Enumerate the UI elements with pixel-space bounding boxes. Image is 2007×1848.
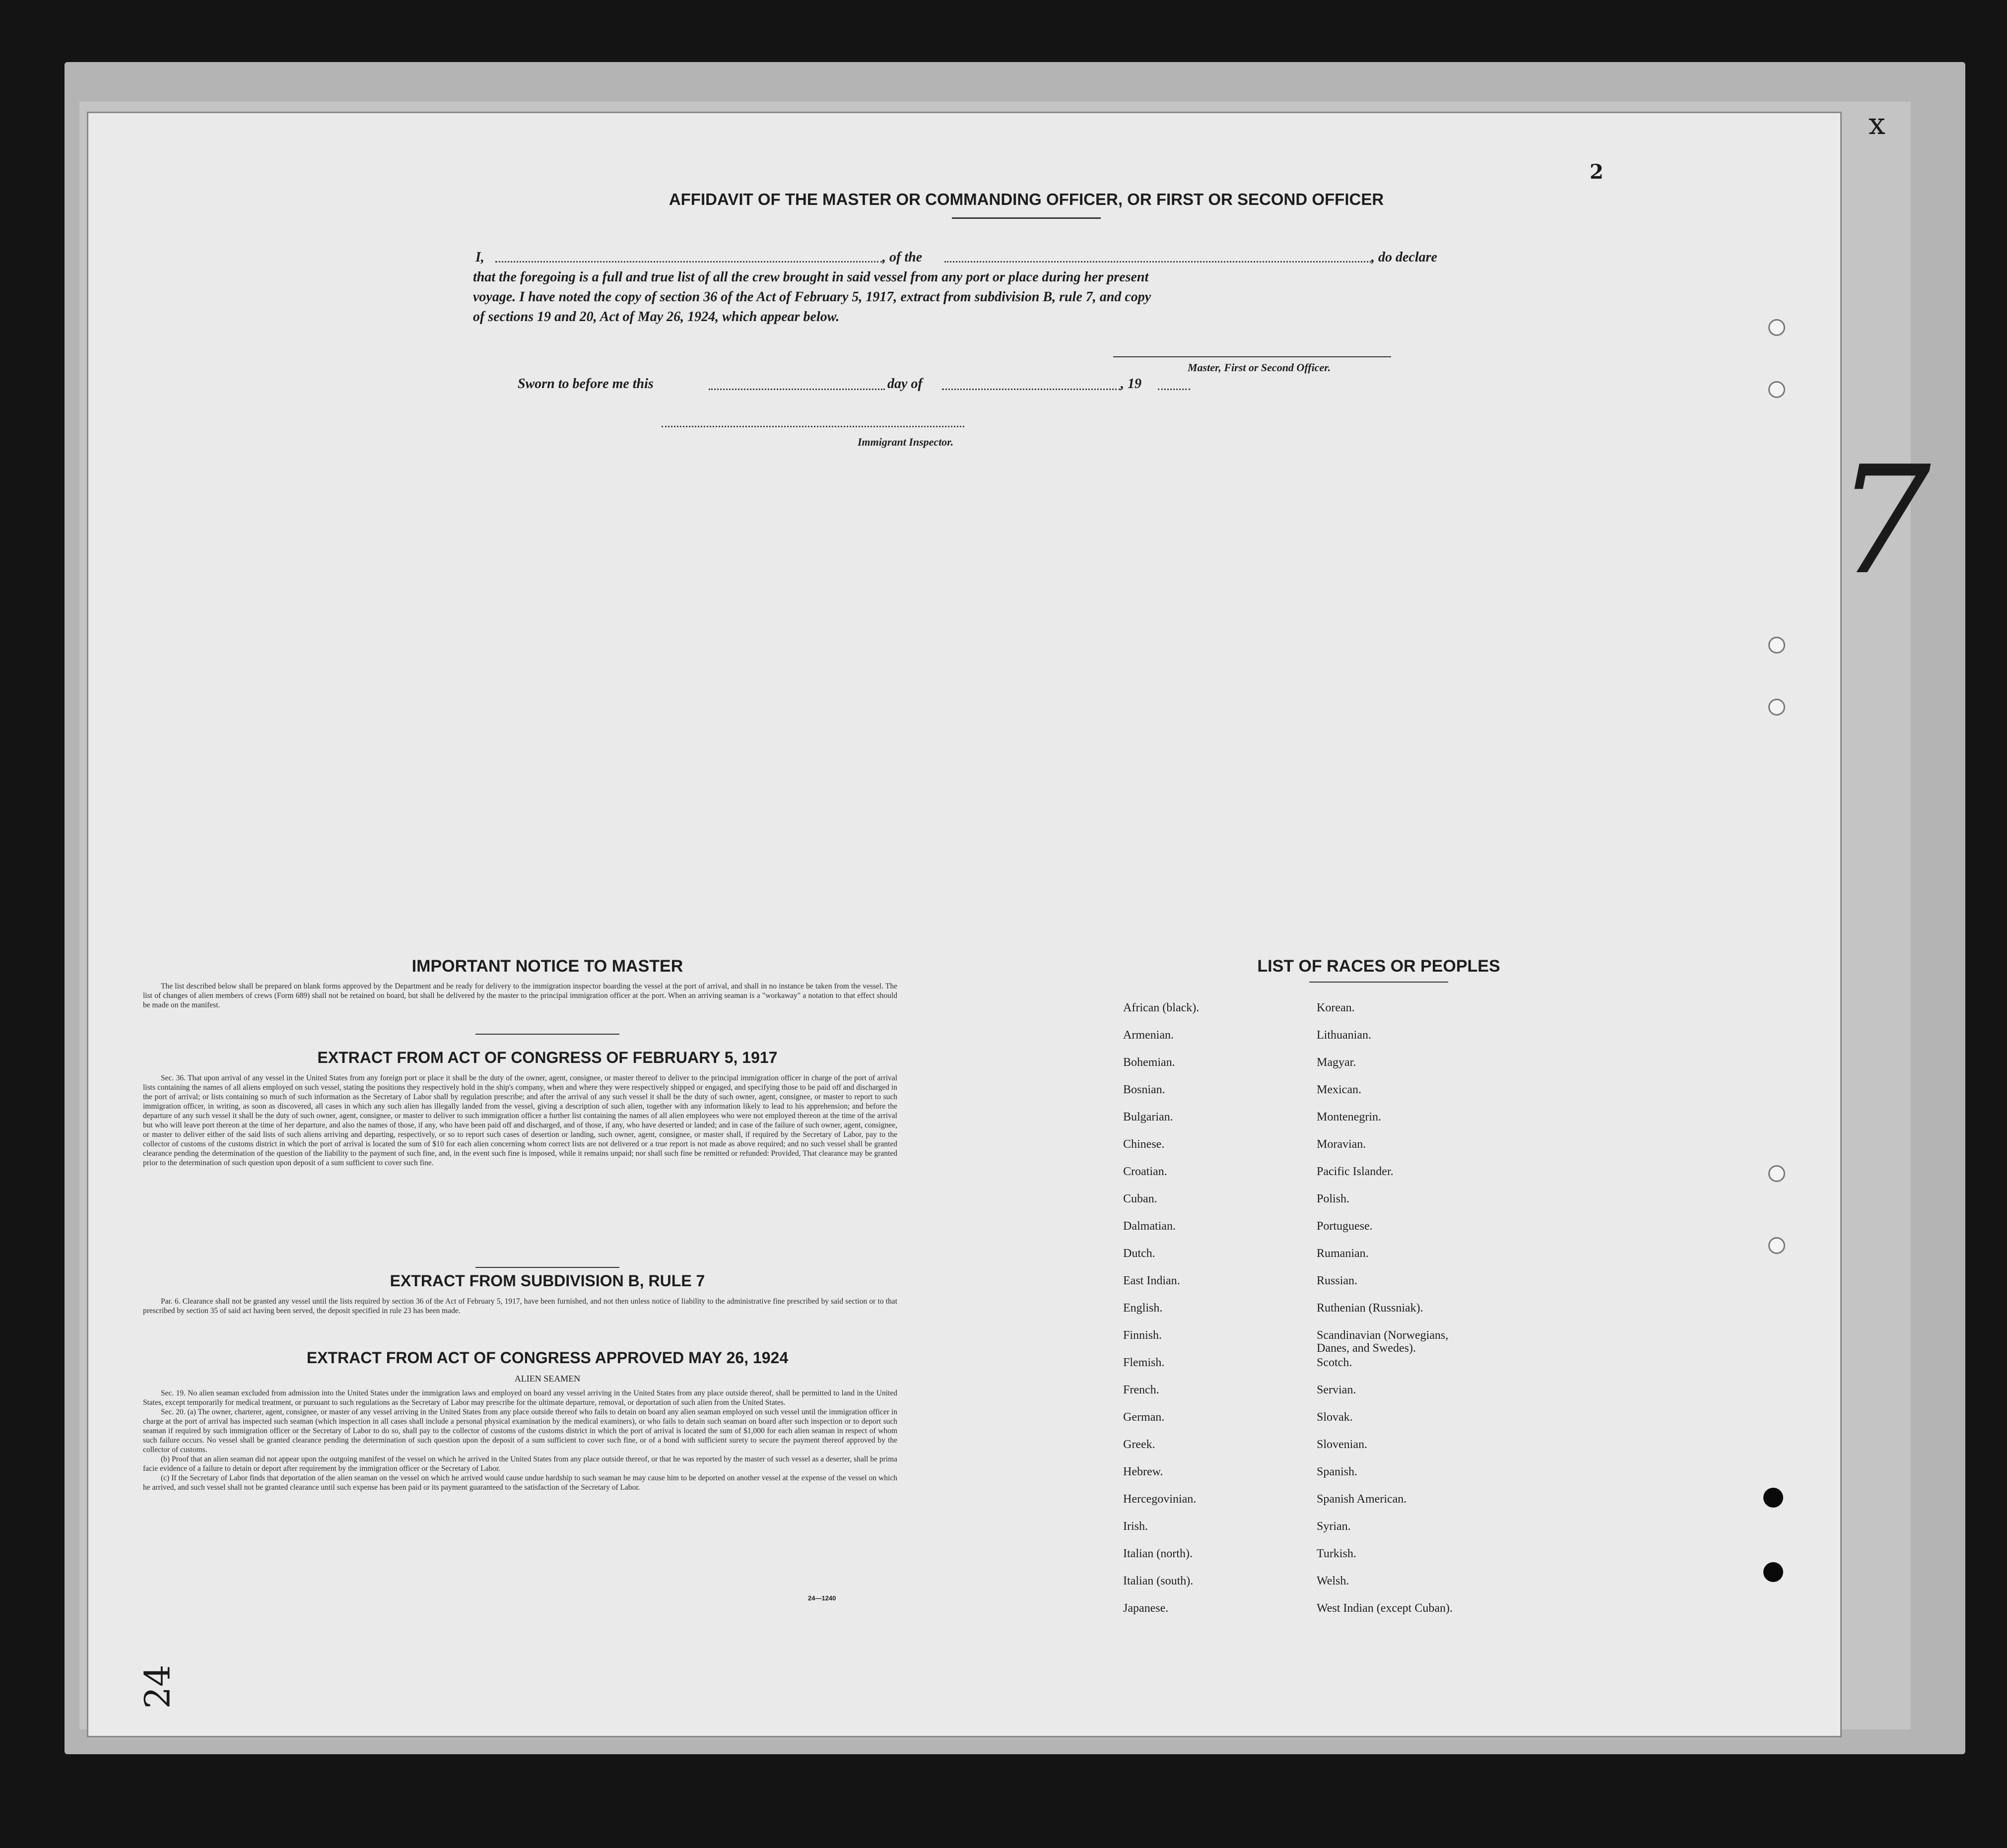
race-item: West Indian (except Cuban). bbox=[1317, 1602, 1453, 1615]
race-item: Croatian. bbox=[1123, 1165, 1167, 1178]
race-item: Hebrew. bbox=[1123, 1465, 1163, 1478]
notice-title: IMPORTANT NOTICE TO MASTER bbox=[411, 957, 683, 976]
affidavit-title: AFFIDAVIT OF THE MASTER OR COMMANDING OFFICER, OR FIRST OR SECOND OFFICER bbox=[669, 190, 1384, 208]
master-signature-line[interactable] bbox=[1113, 356, 1391, 357]
binder-hole bbox=[1768, 319, 1785, 336]
affidavit-page bbox=[87, 112, 1842, 1737]
affidavit-declare: , do declare bbox=[1371, 250, 1437, 265]
race-item: Italian (north). bbox=[1123, 1547, 1193, 1560]
sworn-day-of: day of bbox=[887, 376, 923, 392]
races-left-column bbox=[1123, 1001, 1199, 1629]
extract-1917-title: EXTRACT FROM ACT OF CONGRESS OF FEBRUARY 5, 1917 bbox=[317, 1049, 778, 1066]
race-item: Scotch. bbox=[1317, 1356, 1352, 1369]
extract-1917-body bbox=[143, 1073, 897, 1168]
race-item: Japanese. bbox=[1123, 1602, 1169, 1615]
race-item: French. bbox=[1123, 1384, 1159, 1396]
race-item: East Indian. bbox=[1123, 1274, 1180, 1287]
inspector-label: Immigrant Inspector. bbox=[858, 436, 954, 448]
notice-body bbox=[143, 982, 897, 1010]
race-item: Turkish. bbox=[1317, 1547, 1356, 1560]
race-item: Russian. bbox=[1317, 1274, 1358, 1287]
race-item: Servian. bbox=[1317, 1384, 1356, 1396]
affidavit-line-4: of sections 19 and 20, Act of May 26, 1924, which appear below. bbox=[473, 309, 840, 325]
binder-hole bbox=[1768, 699, 1785, 716]
race-item: Slovak. bbox=[1317, 1411, 1353, 1424]
margin-handwritten-number: 24 bbox=[137, 1664, 178, 1709]
officer-name-blank[interactable] bbox=[495, 261, 882, 263]
race-item: Chinese. bbox=[1123, 1138, 1165, 1151]
affidavit-title-rule bbox=[952, 217, 1101, 219]
race-item: English. bbox=[1123, 1302, 1163, 1315]
race-item: Bohemian. bbox=[1123, 1056, 1175, 1069]
sworn-year: , 19 bbox=[1121, 376, 1141, 392]
alien-seamen-subtitle: ALIEN SEAMEN bbox=[514, 1374, 581, 1384]
races-title-rule bbox=[1309, 982, 1448, 983]
master-signature-label: Master, First or Second Officer. bbox=[1188, 361, 1331, 374]
sworn-month-blank[interactable] bbox=[942, 389, 1121, 390]
race-item: Flemish. bbox=[1123, 1356, 1165, 1369]
race-item: Slovenian. bbox=[1317, 1438, 1367, 1451]
race-item: Magyar. bbox=[1317, 1056, 1356, 1069]
race-item: African (black). bbox=[1123, 1001, 1200, 1014]
notice-paragraph: The list described below shall be prepared on blank forms approved by the Department and be ready for delivery to the immigration inspector boarding the vessel at the port of arrival, and shall in no instance be taken from the vessel. The list of changes of alien members of crews (Form 689) shall not be retained on board, but shall be delivered by the master to the principal immigration officer at the port. When an arriving seaman is a "workaway" a notation to that effect should be made on the manifest. bbox=[143, 982, 897, 1009]
race-item: Syrian. bbox=[1317, 1520, 1351, 1533]
binder-hole bbox=[1768, 1165, 1785, 1182]
extract-1924-title: EXTRACT FROM ACT OF CONGRESS APPROVED MAY 26, 1924 bbox=[306, 1349, 789, 1367]
race-item: Irish. bbox=[1123, 1520, 1148, 1533]
race-item: Italian (south). bbox=[1123, 1575, 1194, 1587]
section-19-paragraph: Sec. 19. No alien seaman excluded from admission into the United States under the immigration laws and employed on board any vessel arriving in the United States from any place outside thereof, shall be permitted to land in the United States, except temporarily for medical treatment, or pursuant to such regulations as the Secretary of Labor may prescribe for the ultimate departure, removal, or deportation of such alien from the United States. bbox=[143, 1389, 897, 1407]
punched-hole bbox=[1763, 1488, 1783, 1508]
section-20b-paragraph: (b) Proof that an alien seaman did not appear upon the outgoing manifest of the vessel on which he arrived in the United States from any place outside thereof, or that he was reported by the master of such vessel as a deserter, shall be prima facie evidence of a failure to detain or deport after requirement by the immigration officer or the Secretary of Labor. bbox=[143, 1455, 897, 1473]
binder-hole bbox=[1768, 1237, 1785, 1254]
race-item: Portuguese. bbox=[1317, 1220, 1373, 1233]
vessel-name-blank[interactable] bbox=[944, 261, 1371, 263]
sworn-day-blank[interactable] bbox=[709, 389, 885, 390]
affidavit-line-3: voyage. I have noted the copy of section 36 of the Act of February 5, 1917, extract from subdivision B, rule 7, and copy bbox=[473, 289, 1151, 305]
inspector-signature-line[interactable] bbox=[662, 426, 964, 427]
race-item: Hercegovinian. bbox=[1123, 1493, 1197, 1506]
section-36-paragraph: Sec. 36. That upon arrival of any vessel in the United States from any foreign port or place it shall be the duty of the owner, agent, consignee, or master thereof to deliver to the principal immigration officer in charge of the port of arrival lists containing the names of all aliens employed on such vessel, stating the positions they respectively hold in the ship's company, when and where they were respectively shipped or engaged, and specifying those to be paid off and discharged in the port of arrival; or lists containing so much of such information as the Secretary of Labor shall by regulation prescribe; and after the arrival of any such vessel it shall be the duty of such owner, agent, consignee, or master to report to such immigration officer, in writing, as soon as discovered, all cases in which any such alien has illegally landed from the vessel, giving a description of such alien, together with any information likely to lead to his apprehension; and before the departure of any such vessel it shall be the duty of such owner, agent, consignee, or master to deliver to such immigration officer a further list containing the names of all alien employees who were not employed thereon at the time of the arrival but who will leave port thereon at the time of her departure, and also the names of those, if any, who have been paid off and discharged, and of those, if any, who have deserted or landed; and in case of the failure of such owner, agent, consignee, or master to deliver either of the said lists of such aliens arriving and departing, respectively, or so to report such cases of desertion or landing, such owner, agent, consignee, or master shall, if required by the Secretary of Labor, pay to the collector of customs of the customs district in which the port of arrival is located the sum of $10 for each alien concerning whom correct lists are not delivered or a true report is not made as above required; and no such vessel shall be granted clearance pending the determination of the question of the liability to the payment of such fine, and, in the event such fine is imposed, while it remains unpaid; nor shall such fine be remitted or refunded: Provided, That clearance may be granted prior to the determination of such question upon deposit of a sum sufficient to cover such fine. bbox=[143, 1074, 897, 1167]
section-20c-paragraph: (c) If the Secretary of Labor finds that deportation of the alien seaman on the vessel on which he arrived would cause undue hardship to such seaman he may cause him to be deported on another vessel at the expense of the vessel on which he arrived, and such vessel shall not be granted clearance until such expense has been paid or its payment guaranteed to the satisfaction of the Secretary of Labor. bbox=[143, 1474, 897, 1492]
race-item: Dalmatian. bbox=[1123, 1220, 1176, 1233]
rule7-rule bbox=[475, 1267, 619, 1268]
affidavit-of-the: , of the bbox=[882, 250, 923, 265]
race-item: Korean. bbox=[1317, 1001, 1355, 1014]
form-number: 24—1240 bbox=[808, 1594, 836, 1602]
page-number-mark: 2 bbox=[1590, 160, 1604, 184]
section-20a-paragraph: Sec. 20. (a) The owner, charterer, agent, consignee, or master of any vessel arriving in the United States from any place outside thereof who fails to detain on board any alien seaman employed on such vessel until the immigration officer in charge at the port of arrival has inspected such seaman (which inspection in all cases shall include a personal physical examination by the medical examiners), or who fails to detain such seaman on board after such inspection or to deport such seaman if required by such immigration officer or the Secretary of Labor to do so, shall pay to the collector of customs of the customs district in which the port of arrival is located the sum of $1,000 for each alien seaman in respect of whom such failure occurs. No vessel shall be granted clearance pending the determination of such question upon the deposit of a sum sufficient to cover such fine, or of a bond with sufficient surety to secure the payment thereof approved by the collector of customs. bbox=[143, 1408, 897, 1454]
race-item: Scandinavian (Norwegians, Danes, and Swedes). bbox=[1317, 1329, 1449, 1355]
rule7-paragraph: Par. 6. Clearance shall not be granted any vessel until the lists required by section 36 of the Act of February 5, 1917, have been furnished, and not then unless notice of liability to the administrative fine prescribed by said section or to that prescribed by section 35 of said act having been served, the deposit specified in rule 23 has been made. bbox=[143, 1297, 897, 1315]
races-right-column bbox=[1317, 1001, 1480, 1629]
races-title: LIST OF RACES OR PEOPLES bbox=[1257, 957, 1500, 976]
sworn-year-blank[interactable] bbox=[1158, 389, 1190, 390]
race-item: Rumanian. bbox=[1317, 1247, 1369, 1260]
race-item: Pacific Islander. bbox=[1317, 1165, 1394, 1178]
race-item: Cuban. bbox=[1123, 1192, 1157, 1205]
handwritten-seven: 7 bbox=[1836, 434, 1931, 607]
race-item: German. bbox=[1123, 1411, 1165, 1424]
binder-hole bbox=[1768, 381, 1785, 398]
corner-mark: x bbox=[1869, 107, 1885, 141]
race-item: Dutch. bbox=[1123, 1247, 1155, 1260]
sworn-text: Sworn to before me this bbox=[518, 376, 654, 392]
race-item: Greek. bbox=[1123, 1438, 1155, 1451]
notice-rule bbox=[475, 1034, 619, 1035]
race-item: Ruthenian (Russniak). bbox=[1317, 1302, 1423, 1315]
affidavit-line-2: that the foregoing is a full and true list of all the crew brought in said vessel from any port or place during her present bbox=[473, 269, 1149, 285]
binder-hole bbox=[1768, 637, 1785, 654]
race-item: Spanish. bbox=[1317, 1465, 1358, 1478]
race-item: Armenian. bbox=[1123, 1029, 1174, 1042]
race-item: Spanish American. bbox=[1317, 1493, 1407, 1506]
race-item: Finnish. bbox=[1123, 1329, 1162, 1342]
race-item: Mexican. bbox=[1317, 1083, 1361, 1096]
race-item: Polish. bbox=[1317, 1192, 1350, 1205]
punched-hole bbox=[1763, 1562, 1783, 1582]
race-item: Lithuanian. bbox=[1317, 1029, 1371, 1042]
race-item: Welsh. bbox=[1317, 1575, 1349, 1587]
race-item: Bosnian. bbox=[1123, 1083, 1165, 1096]
race-item: Moravian. bbox=[1317, 1138, 1366, 1151]
race-item: Montenegrin. bbox=[1317, 1111, 1381, 1123]
extract-1924-body bbox=[143, 1388, 897, 1492]
affidavit-line-i: I, bbox=[475, 250, 484, 265]
extract-rule7-title: EXTRACT FROM SUBDIVISION B, RULE 7 bbox=[390, 1272, 705, 1290]
extract-rule7-body bbox=[143, 1297, 897, 1316]
race-item: Bulgarian. bbox=[1123, 1111, 1173, 1123]
